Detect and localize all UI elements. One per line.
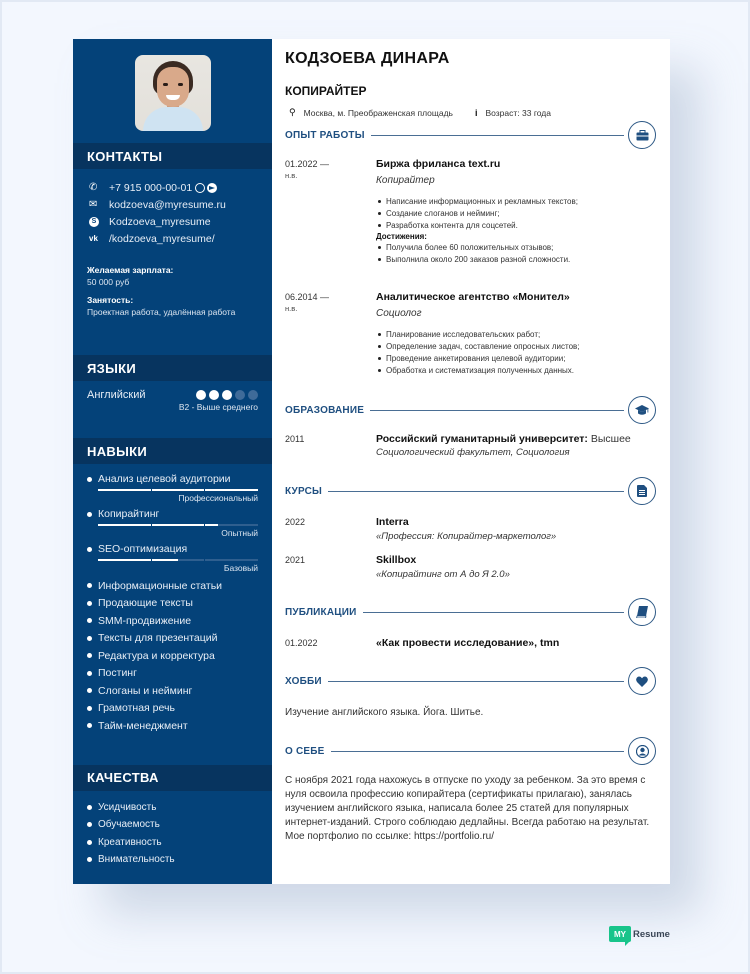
info-icon: i [474,107,478,118]
heart-icon [628,667,656,695]
skill-name: Слоганы и нейминг [98,684,193,697]
section-divider [371,135,624,136]
quality-name: Усидчивость [98,801,157,813]
quality-item [87,851,258,869]
skill-bar [98,489,258,491]
avatar [135,55,211,131]
skill-name: Копирайтинг [98,508,160,520]
qualities-heading: КАЧЕСТВА [73,765,272,791]
skill-item [87,717,258,735]
skills-list [73,464,272,735]
institution-name: Российский гуманитарный университет: [376,433,588,445]
phone-text[interactable]: +7 915 000-00-01 [109,181,193,194]
briefcase-icon [628,121,656,149]
skill-item [87,595,258,613]
job-role: Социолог [376,308,422,319]
job-role: Копирайтер [376,175,435,186]
language-level: B2 - Выше среднего [178,402,258,412]
sidebar [73,39,272,884]
rating-dot-empty [248,390,258,400]
publication-item [285,637,656,649]
course-year: 2021 [285,555,306,565]
skill-name: Постинг [98,667,137,680]
duty-item: Разработка контента для соцсетей. [376,220,656,232]
skill-bar [98,524,258,526]
user-circle-icon [628,737,656,765]
skill-name: Тексты для презентаций [98,632,218,645]
candidate-meta [285,107,656,118]
bullet-icon [87,636,92,641]
bullet-icon [87,822,92,827]
publication-title: «Как провести исследование», tmn [376,637,560,649]
email-text[interactable]: kodzoeva@myresume.ru [109,198,226,211]
duty-item: Проведение анкетирования целевой аудитории; [376,353,656,365]
skill-rated [87,507,258,540]
about-text: С ноября 2021 года нахожусь в отпуске по уходу за ребенком. За это время с нуля освоила профессию копирайтера (сертификаты прилагаю), занялась изучением английского языка, написала более 25 статей для популярных интернет-изданий. Строго соблюдаю дедлайны. Всегда работаю на результат. Мое портфолио по ссылке: https://portfolio.ru/ [285,775,650,842]
skill-name: Продающие тексты [98,597,193,610]
languages-heading: ЯЗЫКИ [73,355,272,381]
degree: Высшее [590,433,631,445]
skill-item [87,577,258,595]
duty-item: Обработка и систематизация полученных данных. [376,365,656,377]
myresume-logo[interactable] [609,926,670,942]
employment-value: Проектная работа, удалённая работа [87,307,236,317]
section-divider [328,681,624,682]
experience-item [285,158,656,266]
bullet-icon [87,706,92,711]
achievement-item: Получила более 60 положительных отзывов; [376,242,656,254]
skill-item [87,700,258,718]
skill-name: Анализ целевой аудитории [98,473,231,485]
skill-level: Опытный [221,528,258,538]
quality-name: Обучаемость [98,819,160,831]
publications-section-header [285,597,656,627]
bullet-icon [87,671,92,676]
logo-badge: MY [609,926,631,942]
resume-page [73,39,670,884]
education-section-header [285,395,656,425]
course-name: «Профессия: Копирайтер-маркетолог» [376,531,557,542]
skill-rated [87,472,258,505]
quality-name: Внимательность [98,854,175,866]
phone-icon: ✆ [89,182,98,193]
hobbies-text: Изучение английского языка. Йога. Шитье. [285,707,484,718]
course-school: Interra [376,516,409,528]
date-start: 06.2014 — [285,292,330,302]
rating-dot-filled [209,390,219,400]
bullet-icon [87,547,92,552]
candidate-name: КОДЗОЕВА ДИНАРА [285,50,450,67]
skill-item [87,647,258,665]
main-content [272,39,670,884]
section-title: ХОББИ [285,675,322,687]
duty-item: Определение задач, составление опросных листов; [376,341,656,353]
salary-block [73,265,272,287]
skype-text[interactable]: Kodzoeva_myresume [109,215,211,228]
skill-level: Базовый [223,563,258,573]
graduation-cap-icon [628,396,656,424]
date-start: 01.2022 — [285,159,330,169]
contacts-list [73,169,272,247]
section-divider [370,410,624,411]
logo-text: Resume [633,928,670,940]
language-name: Английский [87,389,146,401]
qualities-list [73,791,272,869]
document-icon [628,477,656,505]
skill-item [87,665,258,683]
faculty: Социологический факультет, Социология [376,447,570,458]
hobbies-section-header [285,666,656,696]
candidate-position: КОПИРАЙТЕР [285,84,367,98]
course-school: Skillbox [376,554,417,566]
skill-level: Профессиональный [178,493,258,503]
achievements-title: Достижения: [376,232,427,241]
contact-vk [89,230,272,247]
contact-email [89,196,272,213]
skill-name: Редактура и корректура [98,649,215,662]
employment-label: Занятость: [87,295,134,305]
contact-skype [89,213,272,230]
email-icon: ✉ [89,199,98,210]
bullet-icon [87,477,92,482]
section-title: ПУБЛИКАЦИИ [285,606,357,618]
section-divider [328,491,624,492]
section-title: КУРСЫ [285,485,323,497]
skill-name: Информационные статьи [98,579,223,592]
achievement-item: Выполнила около 200 заказов разной сложности. [376,254,656,266]
employment-block [73,295,272,317]
telegram-icon[interactable] [207,183,217,193]
quality-item [87,834,258,852]
company-name: Биржа фриланса text.ru [376,158,501,170]
vk-icon: vk [89,234,98,243]
course-name: «Копирайтинг от А до Я 2.0» [376,569,510,580]
section-divider [331,751,624,752]
salary-value: 50 000 руб [87,277,130,287]
experience-item [285,291,656,377]
language-item [73,381,272,401]
skills-heading: НАВЫКИ [73,438,272,464]
date-end: н.в. [285,304,298,313]
language-rating [196,390,258,400]
bullet-icon [87,805,92,810]
age-text: Возраст: 33 года [485,107,551,118]
location-pin-icon: ⚲ [289,107,296,117]
about-section-header [285,736,656,766]
photo-container [73,39,272,143]
bullet-icon [87,653,92,658]
education-item [285,433,656,458]
course-item [285,554,656,580]
rating-dot-empty [235,390,245,400]
duty-item: Создание слоганов и нейминг; [376,208,656,220]
location-text: Москва, м. Преображенская площадь [303,107,453,118]
quality-name: Креативность [98,836,162,848]
date-end: н.в. [285,171,298,180]
skill-name: SMM-продвижение [98,614,192,627]
education-year: 2011 [285,434,305,444]
salary-label: Желаемая зарплата: [87,265,174,275]
bullet-icon [87,723,92,728]
bullet-icon [87,840,92,845]
bullet-icon [87,688,92,693]
skill-name: SEO-оптимизация [98,543,188,555]
skill-rated [87,542,258,575]
duties-list [376,196,656,232]
section-title: ОПЫТ РАБОТЫ [285,129,365,141]
rating-dot-filled [222,390,232,400]
contact-phone [89,179,272,196]
course-year: 2022 [285,517,306,527]
duties-list [376,329,656,377]
section-title: О СЕБЕ [285,745,325,757]
skill-name: Грамотная речь [98,702,175,715]
skill-item [87,630,258,648]
company-name: Аналитическое агентство «Монител» [376,291,570,303]
whatsapp-icon[interactable] [195,183,205,193]
skill-item [87,682,258,700]
bullet-icon [87,857,92,862]
courses-section-header [285,476,656,506]
experience-date [285,158,376,266]
achievements-list [376,242,656,266]
skill-item [87,612,258,630]
contacts-heading: КОНТАКТЫ [73,143,272,169]
duty-item: Планирование исследовательских работ; [376,329,656,341]
bullet-icon [87,618,92,623]
book-icon [628,598,656,626]
bullet-icon [87,601,92,606]
rating-dot-filled [196,390,206,400]
vk-text[interactable]: /kodzoeva_myresume/ [109,232,215,245]
course-item [285,516,656,542]
bullet-icon [87,583,92,588]
bullet-icon [87,512,92,517]
experience-section-header [285,120,656,150]
section-title: ОБРАЗОВАНИЕ [285,404,365,416]
quality-item [87,799,258,817]
quality-item [87,816,258,834]
experience-date [285,291,376,377]
skill-name: Тайм-менеджмент [98,719,188,732]
section-divider [363,612,624,613]
skype-icon: S [89,217,109,227]
duty-item: Написание информационных и рекламных текстов; [376,196,656,208]
publication-date: 01.2022 [285,638,318,648]
skill-bar [98,559,258,561]
